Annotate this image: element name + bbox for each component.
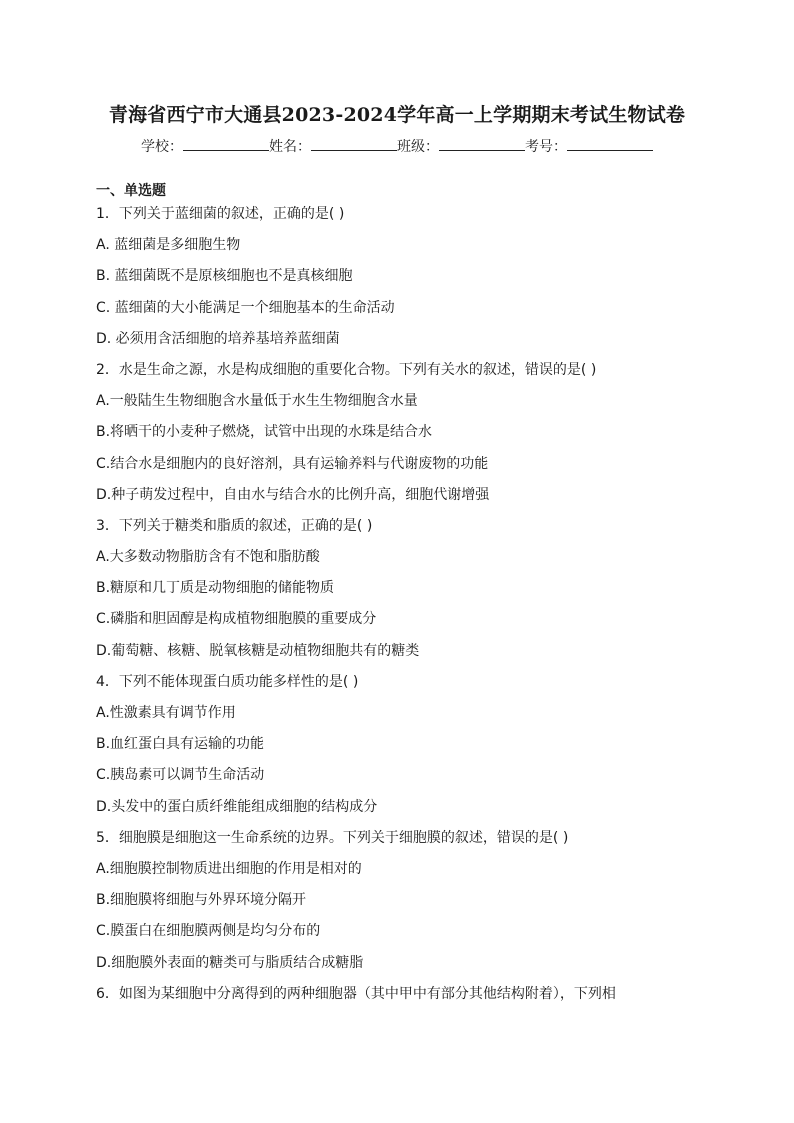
school-field bbox=[141, 136, 269, 156]
answer-option: A. 蓝细菌是多细胞生物 bbox=[96, 237, 241, 254]
question-stem: 6．如图为某细胞中分离得到的两种细胞器（其中甲中有部分其他结构附着），下列相 bbox=[96, 985, 616, 1002]
answer-option: C.结合水是细胞内的良好溶剂，具有运输养料与代谢废物的功能 bbox=[96, 455, 489, 472]
answer-option: B. 蓝细菌既不是原核细胞也不是真核细胞 bbox=[96, 268, 353, 285]
answer-option: D.细胞膜外表面的糖类可与脂质结合成糖脂 bbox=[96, 954, 364, 971]
answer-option: B.细胞膜将细胞与外界环境分隔开 bbox=[96, 892, 307, 909]
answer-option: A.性激素具有调节作用 bbox=[96, 705, 236, 721]
question-list bbox=[96, 203, 716, 1014]
answer-option: D.葡萄糖、核糖、脱氧核糖是动植物细胞共有的糖类 bbox=[96, 642, 420, 659]
answer-option: A.一般陆生生物细胞含水量低于水生生物细胞含水量 bbox=[96, 393, 418, 410]
name-field bbox=[269, 136, 397, 156]
answer-option: C.膜蛋白在细胞膜两侧是均匀分布的 bbox=[96, 923, 321, 940]
question-stem: 4．下列不能体现蛋白质功能多样性的是( ) bbox=[96, 673, 359, 690]
answer-option: C.胰岛素可以调节生命活动 bbox=[96, 767, 265, 784]
answer-option: D.种子萌发过程中，自由水与结合水的比例升高，细胞代谢增强 bbox=[96, 486, 490, 503]
answer-option: C. 蓝细菌的大小能满足一个细胞基本的生命活动 bbox=[96, 299, 395, 316]
class-field bbox=[397, 136, 525, 156]
answer-option: B.将晒干的小麦种子燃烧，试管中出现的水珠是结合水 bbox=[96, 424, 433, 441]
name-label: 姓名： bbox=[269, 139, 311, 155]
answer-option: A.大多数动物脂肪含有不饱和脂肪酸 bbox=[96, 549, 320, 566]
school-label: 学校： bbox=[141, 139, 183, 155]
name-blank[interactable] bbox=[311, 138, 397, 151]
answer-option: B.血红蛋白具有运输的功能 bbox=[96, 736, 265, 753]
exam-title: 青海省西宁市大通县2023-2024学年高一上学期期末考试生物试卷 bbox=[108, 104, 686, 126]
class-label: 班级： bbox=[397, 139, 439, 155]
school-blank[interactable] bbox=[183, 138, 269, 151]
answer-option: D.头发中的蛋白质纤维能组成细胞的结构成分 bbox=[96, 798, 378, 815]
answer-option: D. 必须用含活细胞的培养基培养蓝细菌 bbox=[96, 330, 340, 347]
answer-option: C.磷脂和胆固醇是构成植物细胞膜的重要成分 bbox=[96, 611, 377, 628]
section-title: 一、单选题 bbox=[96, 183, 166, 199]
student-info-line bbox=[0, 136, 794, 156]
answer-option: A.细胞膜控制物质进出细胞的作用是相对的 bbox=[96, 860, 362, 877]
question-stem: 2．水是生命之源，水是构成细胞的重要化合物。下列有关水的叙述，错误的是( ) bbox=[96, 361, 597, 378]
exam-number-blank[interactable] bbox=[567, 138, 653, 151]
question-stem: 3．下列关于糖类和脂质的叙述，正确的是( ) bbox=[96, 517, 373, 534]
exam-number-field bbox=[525, 136, 653, 156]
class-blank[interactable] bbox=[439, 138, 525, 151]
exam-number-label: 考号： bbox=[525, 139, 567, 155]
answer-option: B.糖原和几丁质是动物细胞的储能物质 bbox=[96, 580, 335, 597]
question-stem: 5．细胞膜是细胞这一生命系统的边界。下列关于细胞膜的叙述，错误的是( ) bbox=[96, 829, 569, 846]
question-stem: 1．下列关于蓝细菌的叙述，正确的是( ) bbox=[96, 206, 345, 222]
